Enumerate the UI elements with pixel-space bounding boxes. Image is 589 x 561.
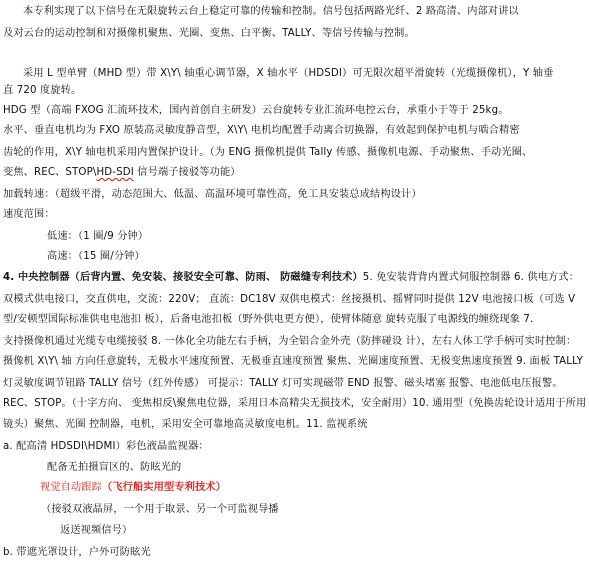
- controller-line-7: REC、STOP。（十字方向、 变焦相反\聚焦电位器，采用日本高精尖无损技术，安全耐用）10. 通用型（免换齿轮设计适用于所用: [3, 398, 587, 409]
- arm-line-2: 直 720 度旋转。: [3, 85, 82, 96]
- controller-line-4: 支持摄像机通过光缆专电缆接驳 8. 一体化全功能左右手柄，为全铝合金外壳（防摔碰设 计），左右人体工学手柄可实时控制：: [3, 336, 577, 347]
- controller-line-1: [3, 271, 579, 284]
- controller-line-6: 灯灵敏度调节钮路 TALLY 信号（红外传感） 可提示：TALLY 灯可实现磁带 END 报警、磁头堵塞 报警、电池低电压报警。: [3, 378, 563, 389]
- controller-line-3: 型/安顿型国际标准供电电池扣 板），后备电池扣板（野外供电更方便），使臂体随意 旋转克服了电源线的缠绕现象 7.: [3, 314, 534, 325]
- motor-line-3-pre: 变焦、REC、STOP\: [3, 167, 97, 178]
- shade-line: b. 带遮光罩设计，户外可防眩光: [3, 547, 151, 558]
- tracking-patent-note: （飞行船实用型专利技术）: [102, 482, 227, 493]
- controller-line-1-rest: 5. 免安装背背内置式伺服控制器 6. 供电方式：: [362, 272, 580, 283]
- monitor-line-1: 配备无拍摄盲区的、防眩光的: [47, 462, 182, 473]
- motor-line-2: 齿轮的作用，X\Y 轴电机采用内置保护设计。（为 ENG 摄像机提供 Tally 传感、摄像机电源、手动聚焦、手动光圈、: [3, 147, 533, 158]
- monitor-tracking-line: [40, 481, 226, 494]
- motor-line-1: 水平、垂直电机均为 FXO 原装高灵敏度静音型，X\Y\ 电机均配置手动离合切换器，有效起到保护电机与啮合精密: [3, 125, 520, 136]
- controller-line-5: 摄像机 X\Y\ 轴 方向任意旋转，无极水平速度预置、无极垂直速度预置 聚焦、光圈速度预置、无极变焦速度预置 9. 面板 TALLY: [3, 356, 583, 367]
- motor-line-3-post: 信号端子接驳等功能）: [133, 167, 241, 178]
- hdg-line: HDG 型（高端 FXOG 汇流环技术，国内首创自主研发）云台旋转专业汇流环电控云台，承重小于等于 25kg。: [3, 105, 509, 116]
- tracking-label: 视觉自动跟踪: [40, 482, 103, 493]
- intro-line-1: 本专利实现了以下信号在无限旋转云台上稳定可靠的传输和控制。信号包括两路光纤、2 路高清、内部对讲以: [23, 6, 519, 17]
- monitor-line-4: 返送视频信号）: [60, 525, 133, 536]
- speed-high: 高速：（15 圈/分钟）: [47, 251, 145, 262]
- hdsdi-spellcheck-text: HD-SDI: [96, 167, 134, 178]
- controller-line-8: 镜头）聚焦、光圈 控制器，电机，采用安全可靠地高灵敏度电机。11. 监视系统: [3, 419, 368, 430]
- controller-line-2: 双模式供电接口，交直供电，交流：220V； 直流：DC18V 双供电模式：丝接摄机、摇臂同时提供 12V 电池接口板（可选 V: [3, 294, 576, 305]
- motor-line-3: [3, 166, 241, 179]
- arm-line-1: 采用 L 型单臂（MHD 型）带 X\Y\ 轴重心调节器，X 轴水平（HDSDI）可无限次超平滑旋转（光缆摄像机），Y 轴垂: [23, 68, 554, 79]
- monitor-line-3: （接驳双液晶屏，一个用于取景、另一个可监视导播: [41, 504, 279, 515]
- speed-range-heading: 速度范围：: [3, 209, 55, 220]
- load-speed-line: 加载转速：（超级平滑，动态范围大、低温、高温环境可靠性高，免工具安装总成结构设计）: [3, 189, 422, 200]
- monitor-heading: a. 配高清 HDSDI\HDMI）彩色液晶监视器：: [3, 441, 209, 452]
- controller-bold-title: 4. 中央控制器（后背内置、免安装、接驳安全可靠、防雨、 防磁缝专利技术）: [3, 272, 363, 283]
- intro-line-2: 及对云台的运动控制和对摄像机聚焦、光圈、变焦、白平衡、TALLY、等信号传输与控制。: [3, 28, 415, 39]
- speed-low: 低速：（1 圈/9 分钟）: [47, 231, 149, 242]
